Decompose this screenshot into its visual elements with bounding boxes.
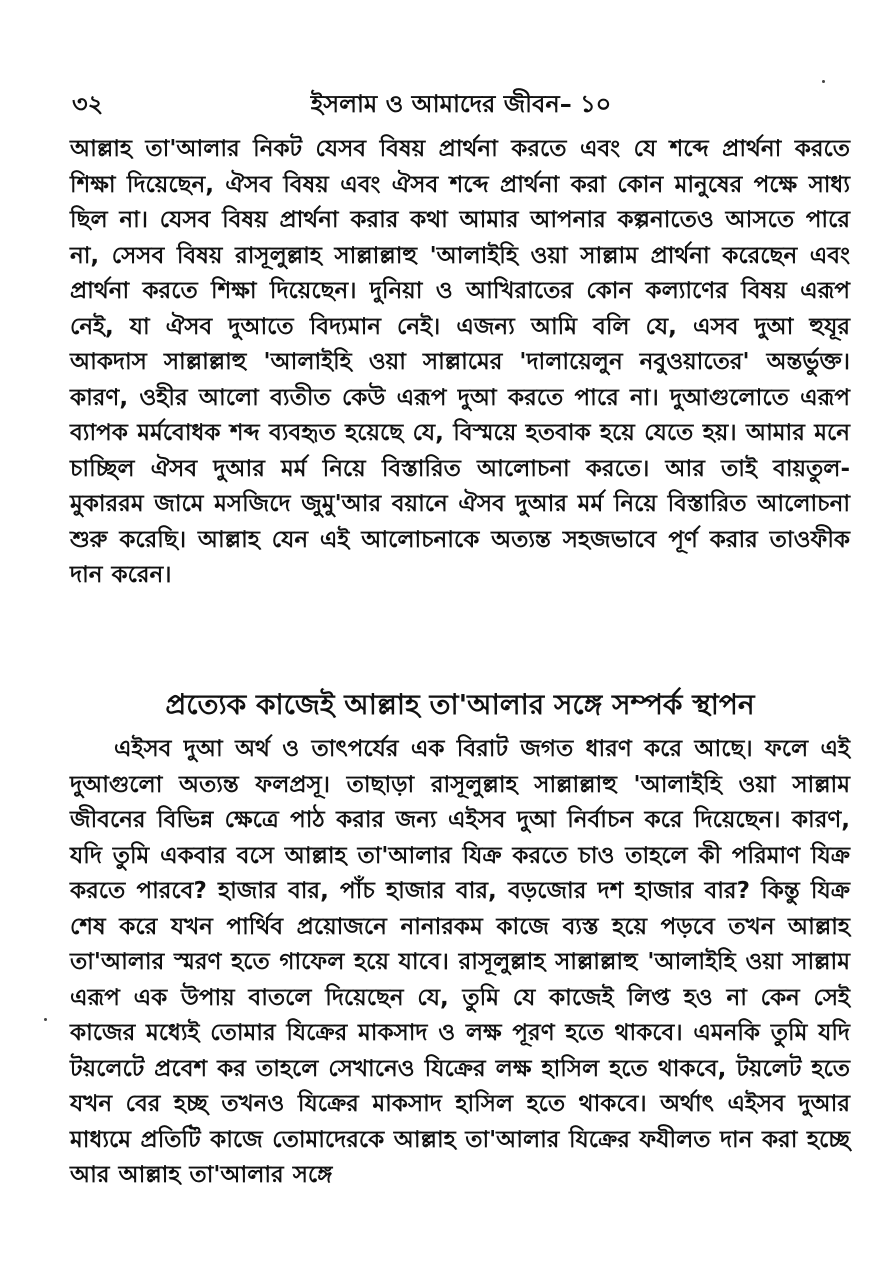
scan-speck [822,80,825,83]
running-title: ইসলাম ও আমাদের জীবন– ১০ [310,90,612,118]
scan-speck [44,1018,47,1021]
page-header [72,84,850,124]
page-number: ৩২ [72,90,104,118]
section-heading: প্রত্যেক কাজেই আল্লাহ তা'আলার সঙ্গে সম্পর্ক স্থাপন [165,688,755,721]
body-paragraph: এইসব দুআ অর্থ ও তাৎপর্যের এক বিরাট জগত ধারণ করে আছে। ফলে এই দুআগুলো অত্যন্ত ফলপ্রসূ। তাছাড়া রাসূলুল্লাহ সাল্লাল্লাহু 'আলাইহি ওয়া সাল্লাম জীবনের বিভিন্ন ক্ষেত্রে পাঠ করার জন্য এইসব দুআ নির্বাচন করে দিয়েছেন। কারণ, যদি তুমি একবার বসে আল্লাহ তা'আলার যিক্র করতে চাও তাহলে কী পরিমাণ যিক্র করতে পারবে? হাজার বার, পাঁচ হাজার বার, বড়জোর দশ হাজার বার? কিন্তু যিক্র শেষ করে যখন পার্থিব প্রয়োজনে নানারকম কাজে ব্যস্ত হয়ে পড়বে তখন আল্লাহ তা'আলার স্মরণ হতে গাফেল হয়ে যাবে। রাসূলুল্লাহ সাল্লাল্লাহু 'আলাইহি ওয়া সাল্লাম এরূপ এক উপায় বাতলে দিয়েছেন যে, তুমি যে কাজেই লিপ্ত হও না কেন সেই কাজের মধ্যেই তোমার যিক্রের মাকসাদ ও লক্ষ পূরণ হতে থাকবে। এমনকি তুমি যদি টয়লেটে প্রবেশ কর তাহলে সেখানেও যিক্রের লক্ষ হাসিল হতে থাকবে, টয়লেট হতে যখন বের হচ্ছ তখনও যিক্রের মাকসাদ হাসিল হতে থাকবে। অর্থাৎ এইসব দুআর মাধ্যমে প্রতিটি কাজে তোমাদেরকে আল্লাহ তা'আলার যিক্রের ফযীলত দান করা হচ্ছে আর আল্লাহ তা'আলার সঙ্গে [70,736,850,1188]
body-paragraph: আল্লাহ তা'আলার নিকট যেসব বিষয় প্রার্থনা করতে এবং যে শব্দে প্রার্থনা করতে শিক্ষা দিয়েছেন, ঐসব বিষয় এবং ঐসব শব্দে প্রার্থনা করা কোন মানুষের পক্ষে সাধ্য ছিল না। যেসব বিষয় প্রার্থনা করার কথা আমার আপনার কল্পনাতেও আসতে পারে না, সেসব বিষয় রাসূলুল্লাহ সাল্লাল্লাহু 'আলাইহি ওয়া সাল্লাম প্রার্থনা করেছেন এবং প্রার্থনা করতে শিক্ষা দিয়েছেন। দুনিয়া ও আখিরাতের কোন কল্যাণের বিষয় এরূপ নেই, যা ঐসব দুআতে বিদ্যমান নেই। এজন্য আমি বলি যে, এসব দুআ হুযূর আকদাস সাল্লাল্লাহু 'আলাইহি ওয়া সাল্লামের 'দালায়েলুন নবুওয়াতের' অন্তর্ভুক্ত। কারণ, ওহীর আলো ব্যতীত কেউ এরূপ দুআ করতে পারে না। দুআগুলোতে এরূপ ব্যাপক মর্মবোধক শব্দ ব্যবহৃত হয়েছে যে, বিস্ময়ে হতবাক হয়ে যেতে হয়। আমার মনে চাচ্ছিল ঐসব দুআর মর্ম নিয়ে বিস্তারিত আলোচনা করতে। আর তাই বায়তুল-মুকাররম জামে মসজিদে জুমু'আর বয়ানে ঐসব দুআর মর্ম নিয়ে বিস্তারিত আলোচনা শুরু করেছি। আল্লাহ যেন এই আলোচনাকে অত্যন্ত সহজভাবে পূর্ণ করার তাওফীক দান করেন। [70,136,850,588]
